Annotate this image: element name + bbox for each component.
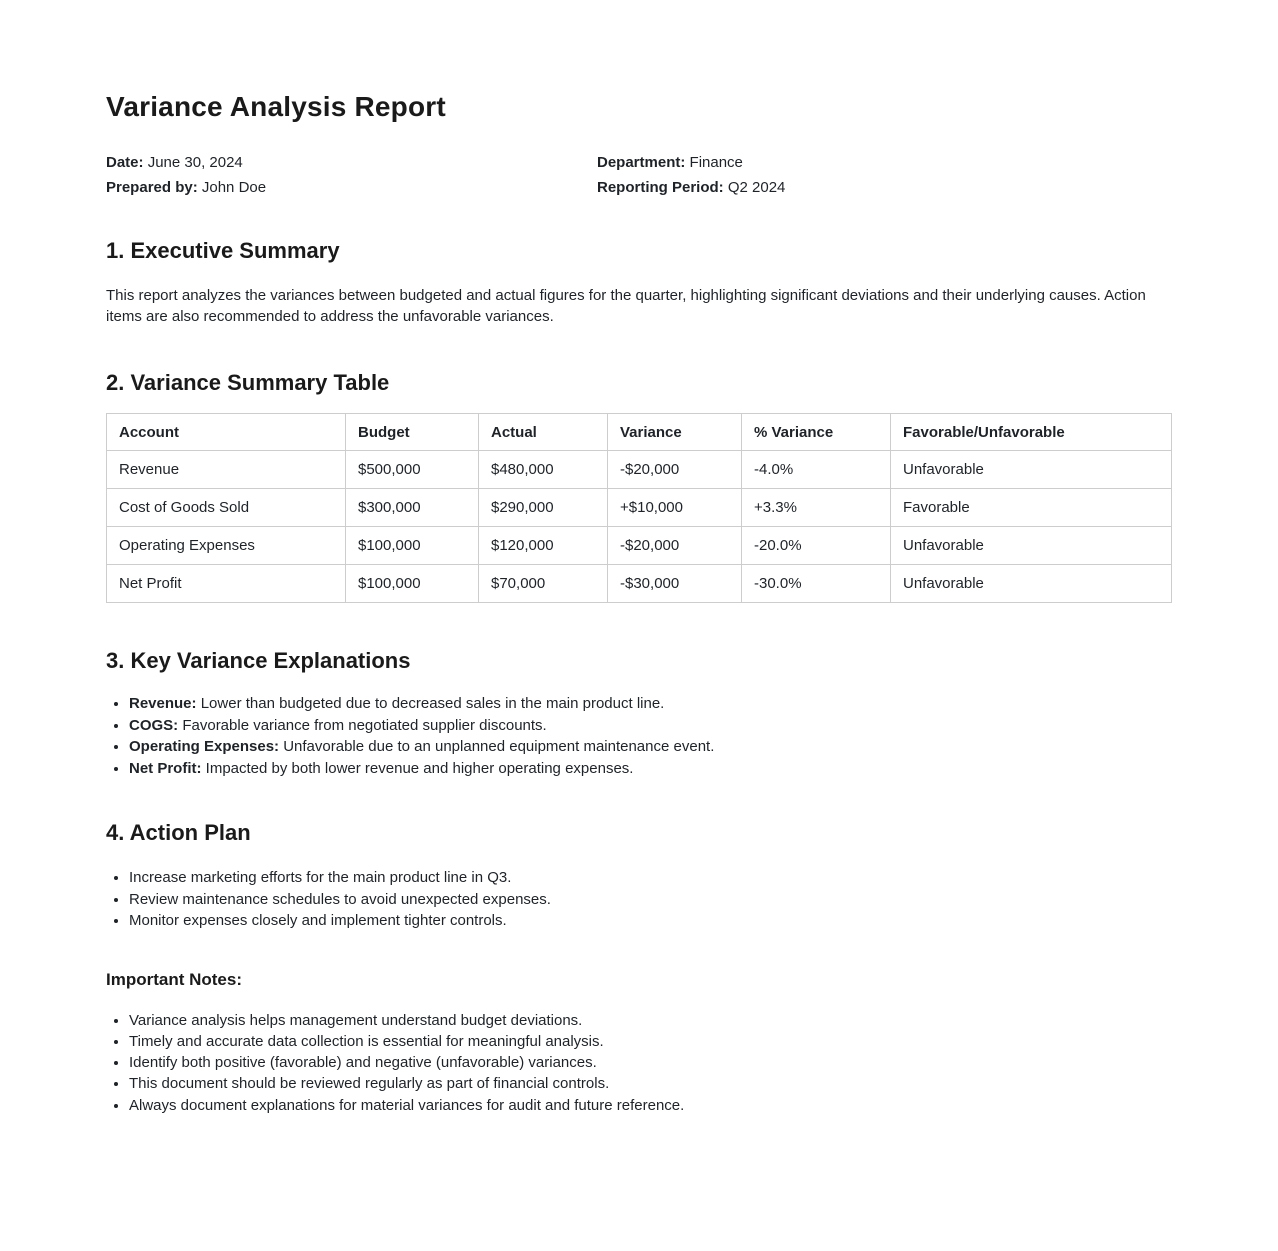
cell-budget: $300,000 bbox=[346, 489, 479, 527]
column-header-budget: Budget bbox=[346, 414, 479, 451]
list-item: • Review maintenance schedules to avoid unexpected expenses. bbox=[129, 889, 1171, 911]
cell-account: Revenue bbox=[107, 451, 346, 489]
reporting-period-label: Reporting Period: bbox=[597, 179, 724, 196]
cell-actual: $70,000 bbox=[479, 565, 608, 603]
key-variance-explanations-heading: 3. Key Variance Explanations bbox=[106, 648, 411, 673]
cell-account: Net Profit bbox=[107, 565, 346, 603]
cell-budget: $500,000 bbox=[346, 451, 479, 489]
date-label: Date: bbox=[106, 154, 144, 171]
cell-account: Cost of Goods Sold bbox=[107, 489, 346, 527]
list-item bbox=[129, 715, 1171, 737]
department-label: Department: bbox=[597, 154, 686, 171]
explanation-term: Revenue: bbox=[129, 695, 197, 712]
action-plan-heading: 4. Action Plan bbox=[106, 820, 251, 845]
report-meta bbox=[106, 150, 1171, 200]
cell-budget: $100,000 bbox=[346, 565, 479, 603]
reporting-period-value: Q2 2024 bbox=[727, 179, 786, 196]
cell-pct-variance: -30.0% bbox=[742, 565, 891, 603]
date-value: June 30, 2024 bbox=[147, 154, 243, 171]
list-item: • Timely and accurate data collection is essential for meaningful analysis. bbox=[129, 1031, 1171, 1052]
action-plan-list bbox=[106, 867, 1171, 932]
list-item: • Increase marketing efforts for the main product line in Q3. bbox=[129, 867, 1171, 889]
cell-variance: -$20,000 bbox=[608, 451, 742, 489]
meta-prepared-by bbox=[106, 175, 597, 200]
page-title: Variance Analysis Report bbox=[106, 91, 446, 122]
column-header-pct-variance: % Variance bbox=[742, 414, 891, 451]
explanation-text: Favorable variance from negotiated supplier discounts. bbox=[182, 716, 547, 734]
variance-summary-table bbox=[106, 413, 1172, 603]
cell-favorability: Unfavorable bbox=[891, 527, 1172, 565]
list-item bbox=[129, 758, 1171, 780]
list-item: • This document should be reviewed regularly as part of financial controls. bbox=[129, 1073, 1171, 1094]
meta-right-column bbox=[597, 150, 1171, 200]
executive-summary-heading: 1. Executive Summary bbox=[106, 238, 340, 263]
cell-pct-variance: -20.0% bbox=[742, 527, 891, 565]
cell-favorability: Unfavorable bbox=[891, 451, 1172, 489]
cell-pct-variance: -4.0% bbox=[742, 451, 891, 489]
explanation-text: Impacted by both lower revenue and higher operating expenses. bbox=[205, 759, 634, 777]
executive-summary-text: This report analyzes the variances between budgeted and actual figures for the quarter, highlighting significant deviations and their underlying causes. Action items are also recommended to address the unfavorable variances. bbox=[106, 287, 1146, 325]
cell-favorability: Favorable bbox=[891, 489, 1172, 527]
cell-account: Operating Expenses bbox=[107, 527, 346, 565]
key-variance-explanations-list bbox=[106, 693, 1171, 779]
explanation-term: COGS: bbox=[129, 716, 179, 734]
explanation-term: Net Profit: bbox=[129, 759, 202, 777]
meta-date bbox=[106, 150, 597, 175]
prepared-by-value: John Doe bbox=[201, 179, 267, 196]
explanation-term: Operating Expenses: bbox=[129, 738, 280, 755]
cell-actual: $290,000 bbox=[479, 489, 608, 527]
explanation-text: Lower than budgeted due to decreased sales in the main product line. bbox=[200, 695, 665, 712]
table-row bbox=[107, 565, 1172, 603]
cell-actual: $480,000 bbox=[479, 451, 608, 489]
explanation-text: Unfavorable due to an unplanned equipment maintenance event. bbox=[283, 738, 715, 755]
list-item bbox=[129, 693, 1171, 715]
cell-variance: -$30,000 bbox=[608, 565, 742, 603]
list-item: • Identify both positive (favorable) and negative (unfavorable) variances. bbox=[129, 1052, 1171, 1073]
list-item: • Monitor expenses closely and implement tighter controls. bbox=[129, 910, 1171, 932]
table-row bbox=[107, 527, 1172, 565]
column-header-variance: Variance bbox=[608, 414, 742, 451]
meta-reporting-period bbox=[597, 175, 1171, 200]
list-item: • Variance analysis helps management understand budget deviations. bbox=[129, 1010, 1171, 1031]
department-value: Finance bbox=[689, 154, 743, 171]
variance-summary-heading: 2. Variance Summary Table bbox=[106, 370, 390, 395]
meta-left-column bbox=[106, 150, 597, 200]
important-notes-heading: Important Notes: bbox=[106, 969, 242, 989]
table-row bbox=[107, 489, 1172, 527]
cell-variance: +$10,000 bbox=[608, 489, 742, 527]
prepared-by-label: Prepared by: bbox=[106, 179, 198, 196]
meta-department bbox=[597, 150, 1171, 175]
list-item bbox=[129, 736, 1171, 758]
column-header-account: Account bbox=[107, 414, 346, 451]
cell-favorability: Unfavorable bbox=[891, 565, 1172, 603]
important-notes-list bbox=[106, 1010, 1171, 1116]
list-item: • Always document explanations for material variances for audit and future reference. bbox=[129, 1095, 1171, 1116]
table-header-row bbox=[107, 414, 1172, 451]
column-header-actual: Actual bbox=[479, 414, 608, 451]
cell-actual: $120,000 bbox=[479, 527, 608, 565]
cell-variance: -$20,000 bbox=[608, 527, 742, 565]
table-row bbox=[107, 451, 1172, 489]
cell-pct-variance: +3.3% bbox=[742, 489, 891, 527]
column-header-favorability: Favorable/Unfavorable bbox=[891, 414, 1172, 451]
cell-budget: $100,000 bbox=[346, 527, 479, 565]
